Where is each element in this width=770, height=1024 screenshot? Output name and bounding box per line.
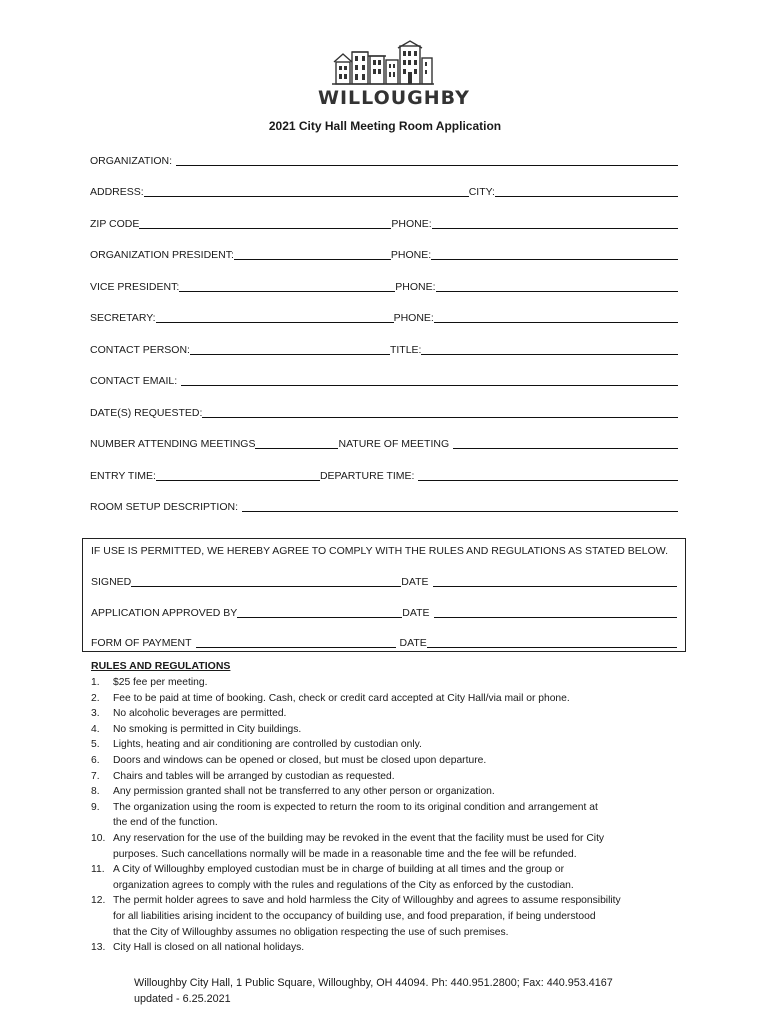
rule-line: The permit holder agrees to save and hold harmless the City of Willoughby and agrees to assume responsibility (113, 895, 621, 907)
dates-requested-row (90, 405, 678, 419)
contact-person-field[interactable] (190, 342, 390, 355)
rule-line: No alcoholic beverages are permitted. (113, 708, 287, 720)
rule-line: Doors and windows can be opened or closed, but must be closed upon departure. (113, 754, 487, 766)
rules-title: RULES AND REGULATIONS (91, 660, 231, 672)
footer (134, 975, 613, 1007)
rule-line: for all liabilities arising incident to the occupancy of building use, and food preparation, if being understood (113, 910, 596, 922)
rule-text (113, 722, 681, 738)
vice-president-row (90, 279, 678, 293)
date-label: DATE (399, 637, 427, 649)
time-row (90, 468, 678, 482)
secretary-label: SECRETARY: (90, 312, 156, 324)
vice-president-phone-field[interactable] (436, 279, 678, 292)
page-title: 2021 City Hall Meeting Room Application (268, 119, 502, 133)
rule-line: No smoking is permitted in City buildings. (113, 723, 302, 735)
title-field[interactable] (421, 342, 678, 355)
rule-number: 8. (91, 786, 100, 798)
organization-field[interactable] (176, 153, 678, 166)
phone-label: PHONE: (393, 312, 434, 324)
city-field[interactable] (495, 184, 678, 197)
rule-number: 9. (91, 801, 100, 813)
rule-line: The organization using the room is expected to return the room to its original condition and arrangement at (113, 801, 598, 813)
rule-number: 4. (91, 723, 100, 735)
rule-item (91, 675, 681, 691)
rule-number: 11. (91, 864, 105, 876)
entry-time-field[interactable] (156, 468, 320, 481)
rule-text (113, 753, 681, 769)
phone-label: PHONE: (390, 249, 432, 261)
address-field[interactable] (144, 184, 469, 197)
rule-item (91, 784, 681, 800)
rule-line: A City of Willoughby employed custodian must be in charge of building at all times and the group or (113, 864, 565, 876)
rule-number: 2. (91, 692, 100, 704)
org-president-label: ORGANIZATION PRESIDENT: (90, 249, 234, 261)
rule-text (113, 940, 681, 956)
rule-line: that the City of Willoughby assumes no obligation respecting the use of such premises. (113, 926, 509, 938)
signed-label: SIGNED (91, 576, 132, 588)
entry-time-label: ENTRY TIME: (90, 470, 156, 482)
org-president-field[interactable] (234, 247, 391, 260)
rule-text (113, 769, 681, 785)
phone-label: PHONE: (391, 218, 432, 230)
title-label: TITLE: (389, 344, 422, 356)
contact-person-row (90, 342, 678, 356)
city-logo (318, 40, 470, 112)
approved-date-field[interactable] (434, 605, 677, 618)
rule-text (113, 691, 681, 707)
rule-item (91, 893, 681, 940)
rule-item (91, 862, 681, 893)
departure-time-label: DEPARTURE TIME: (319, 470, 415, 482)
rule-number: 10. (91, 832, 106, 844)
number-attending-label: NUMBER ATTENDING MEETINGS (90, 438, 256, 450)
agreement-box (82, 538, 686, 652)
agreement-heading: IF USE IS PERMITTED, WE HEREBY AGREE TO COMPLY WITH THE RULES AND REGULATIONS AS STATED BELOW. (91, 545, 669, 557)
rule-line: the end of the function. (113, 817, 218, 829)
address-row (90, 184, 678, 198)
rule-item (91, 831, 681, 862)
rule-number: 6. (91, 754, 100, 766)
rule-number: 3. (91, 708, 100, 720)
zip-row (90, 216, 678, 230)
rule-item (91, 753, 681, 769)
rule-number: 13. (91, 942, 106, 954)
contact-person-label: CONTACT PERSON: (90, 344, 190, 356)
rule-number: 1. (91, 677, 100, 688)
contact-email-label: CONTACT EMAIL: (90, 375, 178, 387)
departure-time-field[interactable] (418, 468, 678, 481)
room-setup-row (90, 499, 678, 513)
rule-number: 5. (91, 739, 100, 751)
rule-text (113, 831, 681, 862)
rule-line: organization agrees to comply with the rules and regulations of the City as enforced by the custodian. (113, 879, 574, 891)
rule-line: Any permission granted shall not be transferred to any other person or organization. (113, 786, 495, 798)
approved-by-label: APPLICATION APPROVED BY (91, 607, 238, 619)
rule-line: purposes. Such cancellations normally will be made in a reasonable time and the fee will be refunded. (113, 848, 577, 860)
rule-item (91, 722, 681, 738)
phone-label: PHONE: (395, 281, 436, 293)
form-of-payment-field[interactable] (196, 635, 396, 648)
rule-number: 12. (91, 895, 106, 907)
city-hall-skyline-icon (330, 40, 436, 86)
approved-by-field[interactable] (237, 605, 402, 618)
rule-item (91, 800, 681, 831)
rule-text (113, 784, 681, 800)
secretary-phone-field[interactable] (434, 310, 678, 323)
rule-text (113, 737, 681, 753)
rule-line: $25 fee per meeting. (113, 677, 208, 688)
contact-email-field[interactable] (181, 373, 678, 386)
signed-row (91, 574, 677, 588)
vice-president-label: VICE PRESIDENT: (90, 281, 180, 293)
nature-label: NATURE OF MEETING (338, 438, 450, 450)
dates-requested-field[interactable] (202, 405, 678, 418)
rule-text (113, 800, 681, 831)
rule-number: 7. (91, 770, 100, 782)
rule-line: City Hall is closed on all national holidays. (113, 942, 305, 954)
organization-label: ORGANIZATION: (90, 155, 173, 167)
zip-field[interactable] (139, 216, 391, 229)
form-of-payment-label: FORM OF PAYMENT (91, 637, 192, 649)
rule-line: Fee to be paid at time of booking. Cash, check or credit card accepted at City Hall/via mail or phone. (113, 692, 570, 704)
rule-text (113, 706, 681, 722)
vice-president-field[interactable] (179, 279, 395, 292)
date-label: DATE (402, 607, 430, 619)
footer-updated: updated - 6.25.2021 (134, 993, 231, 1005)
date-label: DATE (401, 576, 429, 588)
rules-list (91, 675, 681, 956)
rule-text (113, 675, 681, 691)
secretary-field[interactable] (156, 310, 394, 323)
attendance-row (90, 436, 678, 450)
nature-field[interactable] (453, 436, 678, 449)
rule-text (113, 893, 681, 940)
city-label: CITY: (468, 186, 495, 198)
rule-item (91, 769, 681, 785)
rule-line: Lights, heating and air conditioning are controlled by custodian only. (113, 739, 422, 751)
logo-wordmark: WILLOUGHBY (318, 87, 470, 109)
approved-row (91, 605, 677, 619)
room-setup-label: ROOM SETUP DESCRIPTION: (90, 501, 238, 513)
address-label: ADDRESS: (90, 186, 144, 198)
room-setup-field[interactable] (242, 499, 678, 512)
zip-label: ZIP CODE (90, 218, 140, 230)
rule-item (91, 940, 681, 956)
organization-row (90, 153, 678, 167)
rule-line: Chairs and tables will be arranged by custodian as requested. (113, 770, 395, 782)
signed-field[interactable] (131, 574, 401, 587)
payment-date-field[interactable] (427, 635, 677, 648)
secretary-row (90, 310, 678, 324)
payment-row (91, 635, 677, 649)
dates-requested-label: DATE(S) REQUESTED: (90, 407, 203, 419)
contact-email-row (90, 373, 678, 387)
signed-date-field[interactable] (433, 574, 678, 587)
phone-field[interactable] (432, 216, 678, 229)
rule-item (91, 706, 681, 722)
footer-address: Willoughby City Hall, 1 Public Square, Willoughby, OH 44094. Ph: 440.951.2800; Fax: 440.953.4167 (134, 977, 613, 989)
rule-text (113, 862, 681, 893)
rule-line: Any reservation for the use of the building may be revoked in the event that the facility must be used for City (113, 832, 605, 844)
number-attending-field[interactable] (255, 436, 338, 449)
president-phone-field[interactable] (431, 247, 678, 260)
rule-item (91, 691, 681, 707)
rule-item (91, 737, 681, 753)
president-row (90, 247, 678, 261)
